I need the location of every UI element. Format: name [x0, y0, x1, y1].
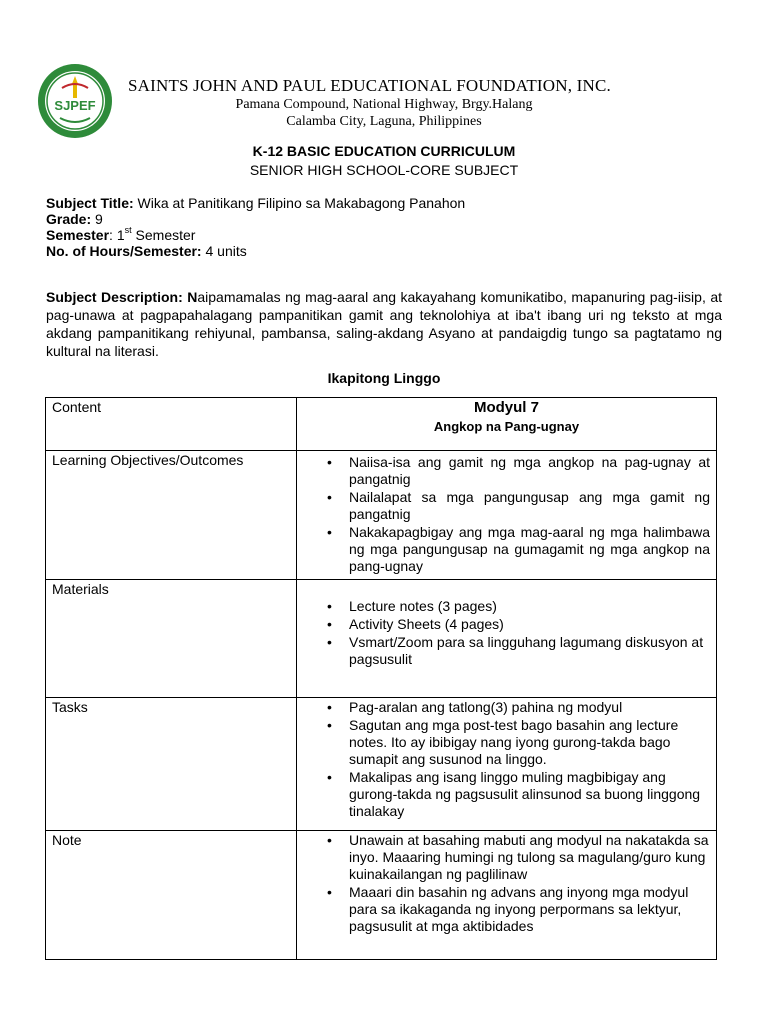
semester-label: Semester — [46, 227, 110, 243]
list-item: • Vsmart/Zoom para sa lingguhang lagumang diskusyon at pagsusulit — [349, 634, 710, 668]
curriculum-title: K-12 BASIC EDUCATION CURRICULUM — [252, 143, 516, 159]
materials-row — [46, 580, 717, 698]
semester-line: Semester: 1st Semester — [46, 225, 196, 243]
school-seal-logo — [36, 62, 114, 140]
hours-label: No. of Hours/Semester: — [46, 243, 202, 259]
materials-label: Materials — [46, 580, 297, 698]
note-cell — [297, 831, 717, 960]
hours-value: 4 units — [205, 243, 247, 259]
address-line-1: Pamana Compound, National Highway, Brgy.Halang — [235, 97, 533, 112]
list-item: • Maaari din basahin ng advans ang inyong mga modyul para sa ikakaganda ng inyong perpormans sa lektyur, pagsusulit at mga aktibidades — [349, 884, 710, 935]
module-table — [45, 397, 717, 960]
subject-description — [46, 288, 722, 360]
notes-list — [297, 832, 716, 935]
list-item: • Nailalapat sa mga pangungusap ang mga gamit ng pangatnig — [349, 489, 710, 523]
materials-cell — [297, 580, 717, 698]
materials-list — [297, 598, 716, 668]
list-item: • Makalipas ang isang linggo muling magbibigay ang gurong-takda ng pagsusulit alinsunod sa buong linggong tinalakay — [349, 769, 710, 820]
subject-title-line — [46, 195, 465, 211]
semester-suffix: st — [124, 225, 132, 235]
subject-title-label: Subject Title: — [46, 195, 134, 211]
tasks-list — [297, 699, 716, 820]
hours-line — [46, 243, 247, 259]
description-text: aipamamalas ng mag-aaral ang kakayahang komunikatibo, mapanuring pag-iisip, at pag-unawa at pagpapahalagang pampanitikan gamit ang teknolohiya at iba't ibang uri ng teksto at mga akdang pampanitikang rehiyunal, pambansa, saling-akdang Asyano at pandaigdig tungo sa pagtatamo ng kultural na literasi. — [46, 289, 723, 359]
content-label: Content — [46, 398, 297, 451]
week-title: Ikapitong Linggo — [327, 370, 441, 386]
module-subtitle: Angkop na Pang-ugnay — [433, 419, 580, 434]
list-item: • Nakakapagbigay ang mga mag-aaral ng mga halimbawa ng mga pangungusap na gumagamit ng mga angkop na pang-ugnay — [349, 524, 710, 575]
tasks-cell — [297, 698, 717, 831]
list-item: • Activity Sheets (4 pages) — [349, 616, 710, 633]
content-value — [297, 398, 717, 451]
grade-line — [46, 211, 103, 227]
module-title: Modyul 7 — [473, 399, 539, 416]
list-item: • Naiisa-isa ang gamit ng mga angkop na pag-ugnay at pangatnig — [349, 454, 710, 488]
address-line-2: Calamba City, Laguna, Philippines — [286, 114, 482, 129]
tasks-label: Tasks — [46, 698, 297, 831]
list-item: • Unawain at basahing mabuti ang modyul na nakatakda sa inyo. Maaaring humingi ng tulong sa magulang/guro kung kuinakailangan ng paglilinaw — [349, 832, 710, 883]
semester-number: 1 — [116, 227, 125, 243]
logo-text: SJPEF — [54, 98, 96, 113]
objectives-label: Learning Objectives/Outcomes — [46, 451, 297, 580]
semester-word: Semester — [135, 227, 196, 243]
list-item: • Pag-aralan ang tatlong(3) pahina ng modyul — [349, 699, 710, 716]
subject-title-value: Wika at Panitikang Filipino sa Makabagong Panahon — [137, 195, 466, 211]
grade-label: Grade: — [46, 211, 92, 227]
curriculum-subtitle: SENIOR HIGH SCHOOL-CORE SUBJECT — [249, 162, 519, 178]
content-row — [46, 398, 717, 451]
note-label: Note — [46, 831, 297, 960]
list-item: • Lecture notes (3 pages) — [349, 598, 710, 615]
grade-value: 9 — [95, 211, 103, 227]
description-label: Subject Description: N — [46, 289, 198, 305]
tasks-row — [46, 698, 717, 831]
list-item: • Sagutan ang mga post-test bago basahin ang lecture notes. Ito ay ibibigay nang iyong gurong-takda bago sumapit ang susunod na linggo. — [349, 717, 710, 768]
school-name: SAINTS JOHN AND PAUL EDUCATIONAL FOUNDATION, INC. — [128, 76, 611, 95]
note-row — [46, 831, 717, 960]
objectives-row — [46, 451, 717, 580]
objectives-cell — [297, 451, 717, 580]
objectives-list — [297, 454, 716, 575]
